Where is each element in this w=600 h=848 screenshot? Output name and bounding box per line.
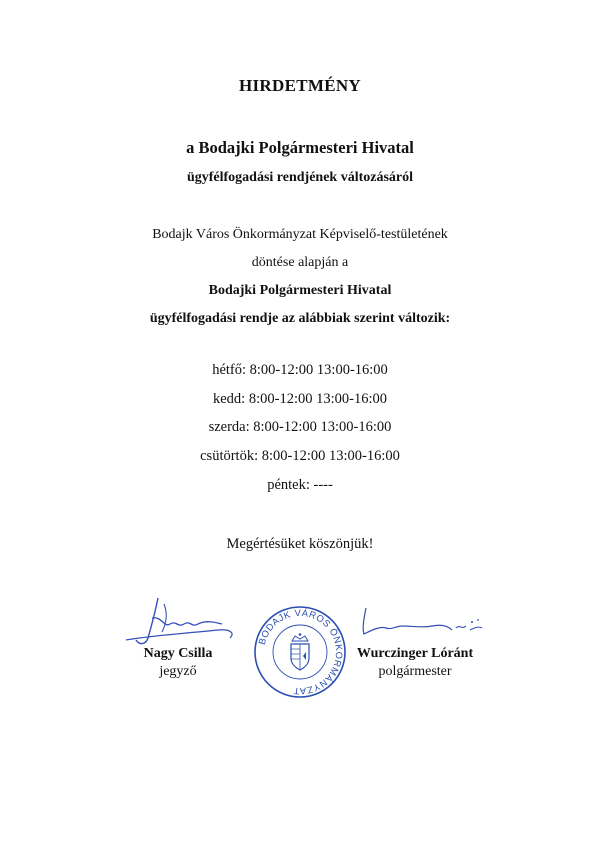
coat-of-arms-icon — [291, 633, 309, 670]
signature-block-right — [350, 646, 480, 680]
signature-scribble-right — [352, 604, 492, 648]
body-line-3: Bodajki Polgármesteri Hivatal — [208, 283, 392, 298]
subtitle-office: a Bodajki Polgármesteri Hivatal — [186, 138, 414, 157]
official-seal-stamp — [252, 604, 348, 700]
hours-row-monday: hétfő: 8:00-12:00 13:00-16:00 — [212, 362, 388, 378]
body-line-2: döntése alapján a — [251, 255, 349, 270]
signer-role-right: polgármester — [378, 664, 452, 679]
body-line-4: ügyfélfogadási rendje az alábbiak szerint változik: — [149, 311, 451, 326]
signature-block-left — [118, 646, 238, 680]
seal-lettering: BODAJK VÁROS ÖNKORMÁNYZAT — [255, 606, 346, 698]
signer-role-left: jegyző — [159, 664, 197, 679]
hours-row-tuesday: kedd: 8:00-12:00 13:00-16:00 — [213, 390, 387, 407]
signature-scribble-left — [118, 594, 248, 654]
body-line-1: Bodajk Város Önkormányzat Képviselő-testületének — [152, 227, 448, 242]
hours-row-thursday: csütörtök: 8:00-12:00 13:00-16:00 — [200, 448, 400, 465]
office-hours-list — [0, 362, 600, 505]
signer-name-right: Wurczinger Lóránt — [356, 646, 474, 661]
signer-name-left: Nagy Csilla — [143, 646, 213, 661]
hours-row-wednesday: szerda: 8:00-12:00 13:00-16:00 — [208, 419, 392, 436]
closing-thanks: Megértésüket köszönjük! — [226, 536, 374, 552]
hours-row-friday: péntek: ---- — [267, 476, 333, 493]
document-title: HIRDETMÉNY — [238, 76, 361, 95]
subtitle-topic: ügyfélfogadási rendjének változásáról — [186, 170, 414, 185]
